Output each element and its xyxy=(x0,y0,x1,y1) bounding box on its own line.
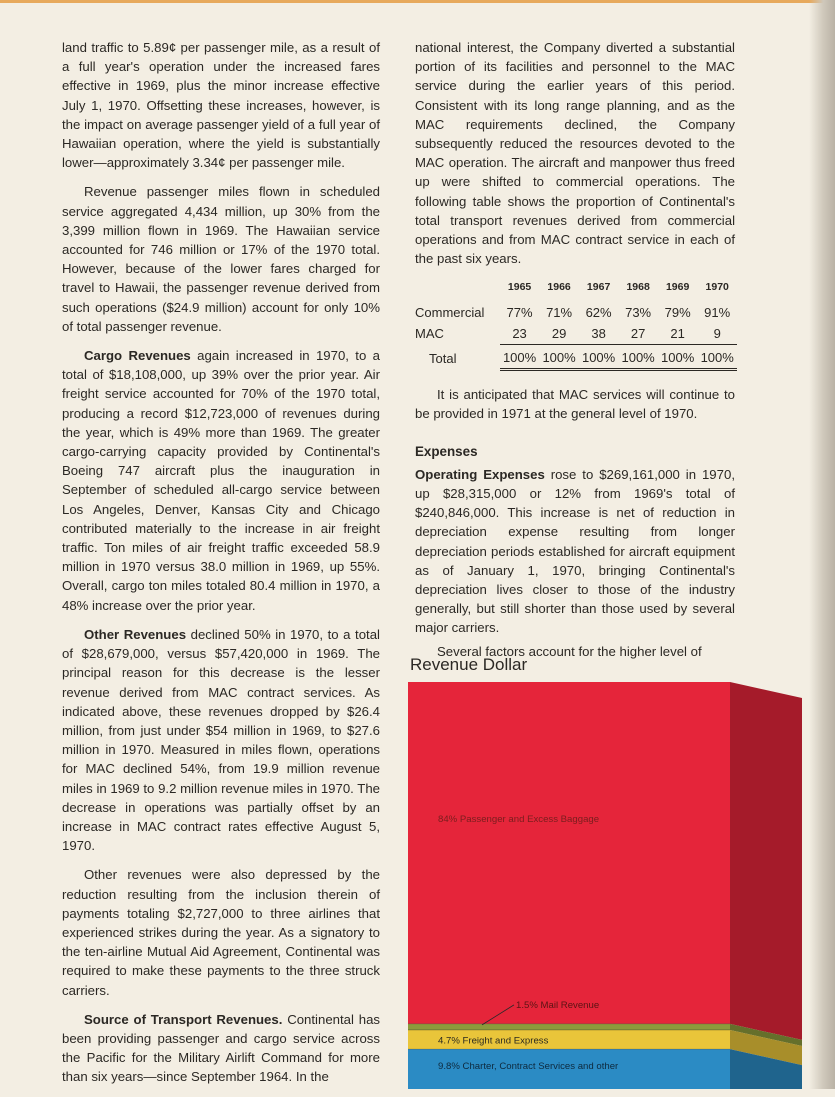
paragraph-several-factors: Several factors account for the higher level of xyxy=(437,643,702,659)
paragraph-mac-diversion: national interest, the Company diverted a substantial portion of its facilities and personnel to the MAC service during the earlier years of this period. Consistent with its long range planning, and as the MAC requirements declined, the Company subsequently reduced the resources devoted to the MAC operation. The aircraft and manpower thus freed up were shifted to commercial operations. The following table shows the proportion of Continental's total transport revenues derived from commercial operations and from MAC contract service in each of the past six years. xyxy=(415,40,735,267)
table-cell: 91% xyxy=(704,304,731,320)
table-cell: 100% xyxy=(500,345,540,370)
row-label: MAC xyxy=(415,326,444,342)
table-cell: 27 xyxy=(618,323,658,345)
expenses-heading: Expenses xyxy=(415,443,478,459)
year-header: 1966 xyxy=(547,281,571,294)
table-cell: 23 xyxy=(500,323,540,345)
paragraph-strike-payments: Other revenues were also depressed by the reduction resulting from the inclusion therein of payments totaling $2,727,000 to three airlines that experienced strikes during the year. As a signatory to the ten-airline Mutual Aid Agreement, Continental was required to make these payments to the three struck carriers. xyxy=(62,867,380,998)
year-header: 1967 xyxy=(586,281,611,294)
paragraph-source-transport xyxy=(62,1010,380,1087)
table-cell: 100% xyxy=(658,345,698,370)
table-row-total xyxy=(415,345,737,370)
source-revenues-heading: Source of Transport Revenues. xyxy=(84,1011,283,1027)
table-cell: 100% xyxy=(539,345,579,370)
other-revenues-heading: Other Revenues xyxy=(84,626,187,642)
table-cell: 38 xyxy=(579,323,619,345)
paragraph-passenger-yield: land traffic to 5.89¢ per passenger mile, as a result of a full year's operation under the increased fares effective in 1969, plus the minor increase effective July 1, 1970. Offsetting these increases, however, is the impact on average passenger yield of a full year of Hawaiian operation, where the yield is substantially lower—approximately 3.34¢ per passenger mile. xyxy=(62,40,380,171)
segment-front-1 xyxy=(408,682,730,1024)
paragraph-other-revenues xyxy=(62,625,380,855)
table-cell: 73% xyxy=(625,304,652,320)
segment-label-1: 84% Passenger and Excess Baggage xyxy=(438,814,600,826)
table-cell: 71% xyxy=(546,304,573,320)
segment-front-2 xyxy=(408,1024,730,1030)
table-cell: 100% xyxy=(697,345,737,370)
year-header: 1969 xyxy=(665,281,690,294)
cargo-revenues-heading: Cargo Revenues xyxy=(84,348,191,364)
year-header: 1970 xyxy=(705,281,729,294)
table-cell: 79% xyxy=(664,304,691,320)
table-cell: 77% xyxy=(506,304,533,320)
operating-expenses-heading: Operating Expenses xyxy=(415,466,545,482)
year-header: 1965 xyxy=(507,281,532,294)
table-row-mac xyxy=(415,323,737,345)
row-label: Commercial xyxy=(415,304,485,320)
table-cell: 21 xyxy=(658,323,698,345)
table-cell: 9 xyxy=(697,323,737,345)
source-revenues-text: Continental has been providing passenger and cargo service across the Pacific for the Military Airlift Command for more than six years—since September 1964. In the xyxy=(62,1011,380,1085)
paragraph-passenger-miles: Revenue passenger miles flown in scheduled service aggregated 4,434 million, up 30% from the 3,399 million flown in 1969. The Hawaiian service accounted for 746 million or 17% of the 1970 total. However, because of the lower fares charged for travel to Hawaii, the passenger revenue derived from such operations ($24.9 million) account for only 10% of total passenger revenue. xyxy=(62,184,380,334)
chart-title: Revenue Dollar xyxy=(410,655,528,674)
revenue-proportion-table xyxy=(415,278,737,371)
cargo-revenues-text: again increased in 1970, to a total of $18,108,000, up 39% over the prior year. Air freight service accounted for 70% of the 1970 total, producing a record $12,723,000 of revenues during the year, which is 49% more than 1969. The greater cargo-carrying capacity provided by Continental's Boeing 747 aircraft plus the inauguration in September of scheduled all-cargo service between Los Angeles, Denver, Kansas City and Chicago contributed materially to the increase in air freight traffic. Ton miles of air freight traffic exceeded 58.9 million in 1970 versus 38.0 million in 1969, up 55%. Overall, cargo ton miles totaled 80.4 million in 1970, a 48% increase over the prior year. xyxy=(62,348,381,613)
page-edge-shadow xyxy=(809,0,835,1089)
year-header: 1968 xyxy=(626,281,650,294)
paragraph-cargo-revenues xyxy=(62,346,380,615)
revenue-dollar-chart xyxy=(408,682,808,1089)
table-cell: 100% xyxy=(579,345,619,370)
table-cell: 29 xyxy=(539,323,579,345)
segment-label-4: 9.8% Charter, Contract Services and other xyxy=(438,1061,619,1073)
row-label: Total xyxy=(429,350,457,366)
table-cell: 100% xyxy=(618,345,658,370)
table-row-commercial xyxy=(415,302,737,323)
segment-side-1 xyxy=(730,682,802,1040)
segment-label-3: 4.7% Freight and Express xyxy=(438,1035,549,1047)
other-revenues-text: declined 50% in 1970, to a total of $28,679,000, versus $57,420,000 in 1969. The principal reason for this decrease is the lesser revenue derived from MAC contract services. As indicated above, these revenues dropped by $26.4 million, from just under $54 million in 1969, to $27.6 million in 1970. Measured in miles flown, operations for MAC declined 54%, from 19.9 million revenue miles in 1969 to 9.2 million revenue miles in 1970. The decrease in operations was partially offset by an increase in MAC contract rates effective August 5, 1970. xyxy=(62,626,380,854)
paragraph-mac-outlook: It is anticipated that MAC services will continue to be provided in 1971 at the general level of 1970. xyxy=(415,387,735,422)
table-header-row xyxy=(415,278,737,301)
segment-label-2: 1.5% Mail Revenue xyxy=(516,999,600,1011)
operating-expenses-text: rose to $269,161,000 in 1970, up $28,315,000 or 12% from 1969's total of $240,846,000. This increase is net of reduction in depreciation expense resulting from longer depreciation periods established for aircraft equipment as of January 1, 1970, bringing Continental's depreciation lives closer to those of the industry generally, but still shorter than those used by several major carriers. xyxy=(415,466,735,636)
paragraph-operating-expenses xyxy=(415,465,735,638)
top-rule xyxy=(0,0,835,3)
table-corner xyxy=(415,278,500,301)
right-column xyxy=(415,38,735,671)
table-cell: 62% xyxy=(585,304,612,320)
left-column xyxy=(62,38,380,1097)
